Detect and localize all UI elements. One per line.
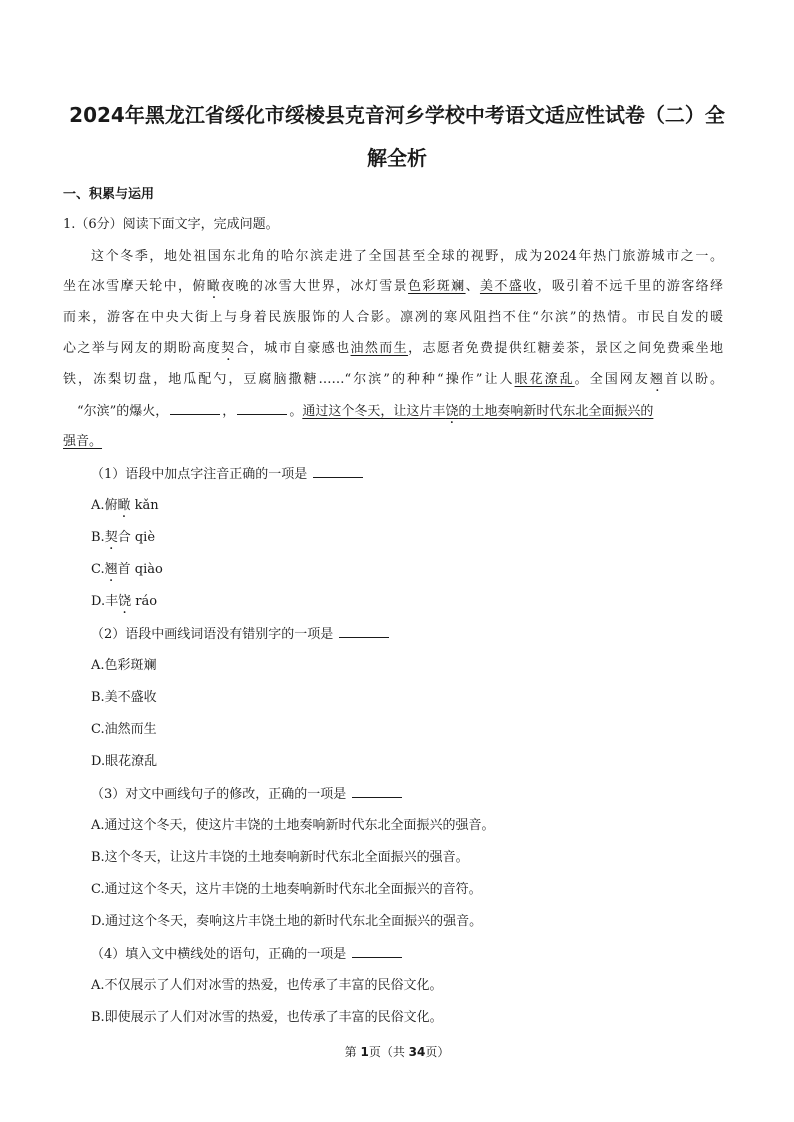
underlined-word: 眼花潦乱 bbox=[514, 372, 575, 387]
passage-line bbox=[63, 433, 102, 451]
underlined-sentence: 通过这个冬天，让这片丰 bbox=[302, 404, 446, 419]
passage-line: 而来，游客在中央大街上与身着民族服饰的人合影。凛冽的寒风阻挡不住“尔滨”的热情。市民自发的暖 bbox=[63, 310, 723, 325]
fill-blank bbox=[170, 402, 220, 415]
option: C.翘首 qiào bbox=[91, 562, 163, 577]
passage-line: 心之举与网友的期盼高度契合，城市自豪感也油然而生，志愿者免费提供红糖姜茶，景区之间免费乘坐地 bbox=[63, 341, 723, 356]
option: B.美不盛收 bbox=[91, 690, 157, 705]
answer-blank bbox=[339, 625, 389, 638]
option: D.丰饶 ráo bbox=[91, 594, 158, 609]
option: D.眼花潦乱 bbox=[91, 754, 158, 769]
page-footer: 第 1页（共 34页） bbox=[344, 1045, 450, 1059]
subquestion-stem: （4）填入文中横线处的语句，正确的一项是 bbox=[91, 945, 404, 964]
option: B.这个冬天，让这片丰饶的土地奏响新时代东北全面振兴的强音。 bbox=[91, 850, 469, 865]
option: A.不仅展示了人们对冰雪的热爱，也传承了丰富的民俗文化。 bbox=[91, 978, 443, 993]
answer-blank bbox=[352, 945, 402, 958]
passage-line: 铁，冻梨切盘，地瓜配勺，豆腐脑撒糖……“尔滨”的种种“操作”让人眼花潦乱。全国网友翘首以盼。 bbox=[63, 372, 723, 387]
option: C.油然而生 bbox=[91, 722, 157, 737]
subquestion-stem: （2）语段中画线词语没有错别字的一项是 bbox=[91, 625, 391, 644]
option: A.色彩斑斓 bbox=[91, 658, 157, 673]
option: C.通过这个冬天，这片丰饶的土地奏响新时代东北全面振兴的音符。 bbox=[91, 882, 482, 897]
passage-line: 这个冬季，地处祖国东北角的哈尔滨走进了全国甚至全球的视野，成为2024年热门旅游城市之一。 bbox=[91, 249, 723, 264]
passage-line: “尔滨”的爆火， ， 。通过这个冬天，让这片丰饶的土地奏响新时代东北全面振兴的 bbox=[77, 404, 654, 419]
option: B.即使展示了人们对冰雪的热爱，也传承了丰富的民俗文化。 bbox=[91, 1010, 443, 1025]
subquestion-stem: （1）语段中加点字注音正确的一项是 bbox=[91, 465, 365, 484]
option: A.通过这个冬天，使这片丰饶的土地奏响新时代东北全面振兴的强音。 bbox=[91, 818, 495, 833]
section-heading: 一、积累与运用 bbox=[63, 187, 155, 202]
passage-line: 坐在冰雪摩天轮中，俯瞰夜晚的冰雪大世界，冰灯雪景色彩斑斓、美不盛收，吸引着不远千里的游客络绎 bbox=[63, 279, 723, 294]
underlined-sentence: 强音。 bbox=[63, 434, 103, 449]
exam-title-line-2: 解全析 bbox=[367, 146, 427, 170]
answer-blank bbox=[313, 465, 363, 478]
question-1-stem: 1.（6分）阅读下面文字，完成问题。 bbox=[63, 217, 279, 232]
underlined-word: 油然而生 bbox=[350, 341, 409, 356]
option: B.契合 qiè bbox=[91, 530, 156, 545]
subquestion-stem: （3）对文中画线句子的修改，正确的一项是 bbox=[91, 785, 404, 804]
underlined-word: 色彩斑斓 bbox=[408, 279, 466, 294]
option: A.俯瞰 kǎn bbox=[91, 498, 159, 513]
exam-title-line-1: 2024年黑龙江省绥化市绥棱县克音河乡学校中考语文适应性试卷（二）全 bbox=[69, 103, 725, 127]
option: D.通过这个冬天，奏响这片丰饶土地的新时代东北全面振兴的强音。 bbox=[91, 914, 483, 929]
answer-blank bbox=[352, 785, 402, 798]
fill-blank bbox=[237, 402, 287, 415]
underlined-word: 美不盛收 bbox=[479, 279, 538, 294]
